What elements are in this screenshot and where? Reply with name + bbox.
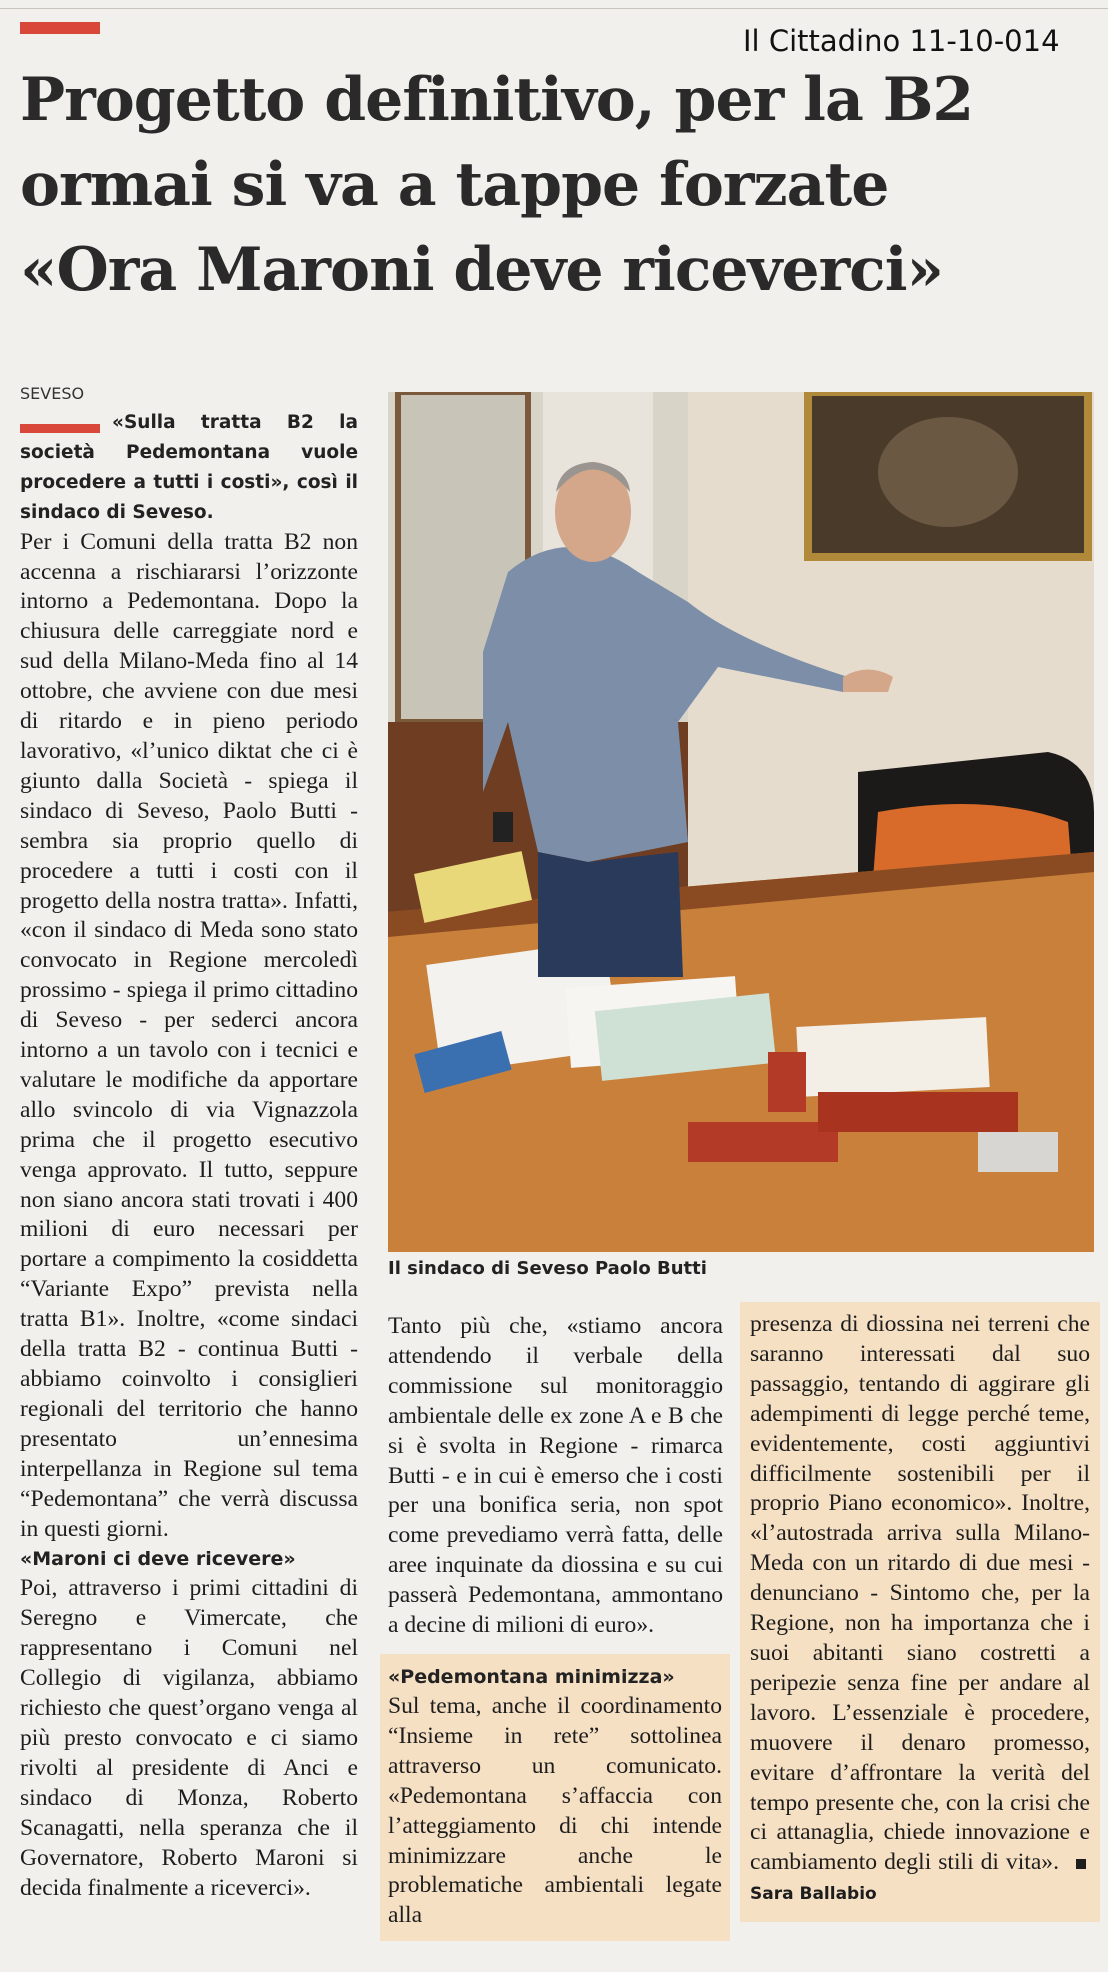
column-1-body: Per i Comuni della tratta B2 non accenna a rischiararsi l’orizzonte intorno a Pedemontana. Dopo la chiusura delle carreggiate nord e sud della Milano-Meda fino al 14 ottobre, che avviene con due mesi di ritardo e in pieno periodo lavorativo, «l’unico diktat che ci è giunto dalla Società - spiega il sindaco di Seveso, Paolo Butti - sembra sia proprio quello di procedere a tutti i costi con il progetto della nostra tratta». Infatti, «con il sindaco di Meda sono stato convocato in Regione mercoledì prossimo - spiega il primo cittadino di Seveso - per sederci ancora intorno a un tavolo con i tecnici e valutare le modifiche da apportare allo svincolo di via Vignazzola prima che il progetto esecutivo venga approvato. Il tutto, seppure non siano ancora stati trovati i 400 milioni di euro necessari per portare a compimento la cosiddetta “Variante Expo” prevista nella tratta B1». Inoltre, «come sindaci della tratta B2 - continua Butti - abbiamo coinvolto i consiglieri regionali del territorio che hanno presentato un’ennesima interpellanza in Regione sul tema “Pedemontana” che verrà discussa in questi giorni.: [20, 528, 358, 1542]
dateline: SEVESO: [20, 384, 85, 403]
mayor-photo: [388, 392, 1094, 1252]
column-2: [388, 1312, 723, 1641]
headline: [20, 58, 1100, 313]
author-byline: Sara Ballabio: [750, 1884, 877, 1905]
subhead-pedemontana: «Pedemontana minimizza»: [388, 1666, 675, 1688]
column-3-body: [750, 1310, 1090, 1910]
column-1-body-2: Poi, attraverso i primi cittadini di Seregno e Vimercate, che rappresentano i Comuni nel Collegio di vigilanza, abbiamo richiesto che quest’organo venga al più presto convocato e ci siamo rivolti al presidente di Anci e sindaco di Monza, Roberto Scanagatti, nella speranza che il Governatore, Roberto Maroni si decida finalmente a riceverci».: [20, 1575, 358, 1901]
column-2-body-2: Sul tema, anche il coordinamento “Insieme in rete” sottolinea attraverso un comunicato. «Pedemontana s’affaccia con l’atteggiamento di chi intende minimizzare anche le problematiche ambientali legate alla: [388, 1693, 722, 1929]
column-1: [20, 408, 358, 1903]
headline-line-3: «Ora Maroni deve riceverci»: [20, 235, 944, 305]
top-rule: [0, 8, 1108, 9]
headline-accent-bar: [20, 22, 100, 34]
column-2-highlight: [380, 1654, 730, 1941]
headline-line-2: ormai si va a tappe forzate: [20, 150, 889, 220]
headline-line-1: Progetto definitivo, per la B2: [20, 65, 974, 135]
newspaper-source: Il Cittadino 11-10-014: [743, 24, 1060, 58]
photo-caption: Il sindaco di Seveso Paolo Butti: [388, 1258, 707, 1279]
subhead-maroni: «Maroni ci deve ricevere»: [20, 1548, 296, 1571]
column-3: [740, 1302, 1100, 1922]
column-3-body-text: presenza di diossina nei terreni che saranno interessati dal suo passaggio, tentando di aggirare gli adempimenti di legge perché teme, evidentemente, costi aggiuntivi difficilmente sostenibili per il proprio Piano economico». Inoltre, «l’autostrada arriva sulla Milano-Meda con un ritardo di due mesi - denunciano - Sintomo che, per la Regione, non ha importanza che i suoi abitanti siano costretti a peripezie senza fine per andare al lavoro. L’essenziale è procedere, muovere il denaro promesso, evitare d’affrontare la verità del tempo presente che, con la crisi che ci attanaglia, chiede innovazione e cambiamento degli stili di vita».: [750, 1311, 1090, 1876]
lead-paragraph: «Sulla tratta B2 la società Pedemontana vuole procedere a tutti i costi», così il sindaco di Seveso.: [20, 412, 358, 523]
column-2-body: Tanto più che, «stiamo ancora attendendo il verbale della commissione sul monitoraggio ambientale delle ex zone A e B che si è svolta in Regione - rimarca Butti - e in cui è emerso che i costi per una bonifica seria, non spot come prevediamo verrà fatta, delle aree inquinate da diossina e su cui passerà Pedemontana, ammontano a decine di milioni di euro».: [388, 1313, 723, 1639]
author-marker-icon: [1076, 1859, 1086, 1869]
